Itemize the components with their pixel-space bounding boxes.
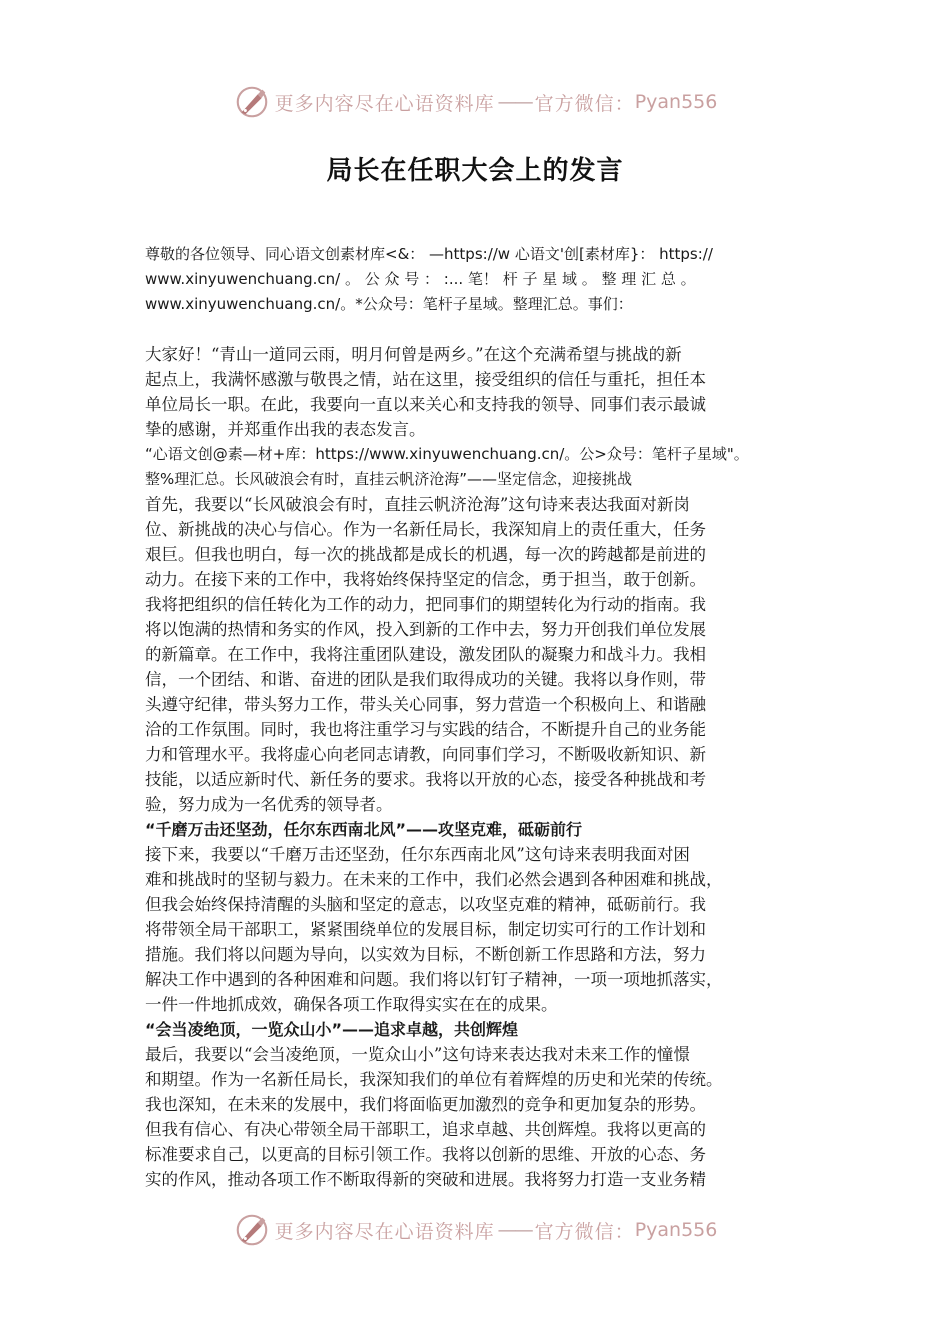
banner-label: 官方微信：: [534, 92, 635, 115]
pen-nib-logo-icon: [233, 83, 271, 121]
text-line: 最后，我要以“会当凌绝顶，一览众山小”这句诗来表达我对未来工作的憧憬: [145, 1045, 690, 1064]
text-line: 难和挑战时的坚韧与毅力。在未来的工作中，我们必然会遇到各种困难和挑战，: [145, 870, 723, 889]
text-line: 标准要求自己，以更高的目标引领工作。我将以创新的思维、开放的心态、务: [145, 1145, 706, 1164]
banner-label: 官方微信：: [534, 1220, 635, 1243]
text-line: 挚的感谢，并郑重作出我的表态发言。: [145, 420, 426, 439]
text-line: 头遵守纪律，带头努力工作，带头关心同事，努力营造一个积极向上、和谐融: [145, 695, 706, 714]
text-line: 将带领全局干部职工，紧紧围绕单位的发展目标，制定切实可行的工作计划和: [145, 920, 706, 939]
text-line: 解决工作中遇到的各种困难和问题。我们将以钉钉子精神，一项一项地抓落实，: [145, 970, 723, 989]
text-line: 洽的工作氛围。同时，我也将注重学习与实践的结合，不断提升自己的业务能: [145, 720, 706, 739]
text-line: 我也深知，在未来的发展中，我们将面临更加激烈的竞争和更加复杂的形势。: [145, 1095, 706, 1114]
text-line: www.xinyuwenchuang.cn/ 。 公 众 号 ： :... 笔！ 杆 子 星 域 。 整 理 汇 总 。: [145, 270, 696, 288]
text-line: 措施。我们将以问题为导向，以实效为目标，不断创新工作思路和方法，努力: [145, 945, 706, 964]
blank-line: [145, 317, 813, 342]
text-line: 信，一个团结、和谐、奋进的团队是我们取得成功的关键。我将以身作则，带: [145, 670, 706, 689]
section-heading: “会当凌绝顶，一览众山小”——追求卓越，共创辉煌: [145, 1020, 519, 1039]
text-line: 首先，我要以“长风破浪会有时，直挂云帆济沧海”这句诗来表达我面对新岗: [145, 495, 690, 514]
text-line: 实的作风，推动各项工作不断取得新的突破和进展。我将努力打造一支业务精: [145, 1170, 706, 1189]
pen-nib-logo-icon: [233, 1211, 271, 1249]
text-line: www.xinyuwenchuang.cn/。*公众号：笔杆子星域。整理汇总。事们：: [145, 295, 633, 313]
text-line: 整%理汇总。长风破浪会有时，直挂云帆济沧海”——坚定信念，迎接挑战: [145, 470, 633, 488]
text-line: 但我有信心、有决心带领全局干部职工，追求卓越、共创辉煌。我将以更高的: [145, 1120, 706, 1139]
text-line: 我将把组织的信任转化为工作的动力，把同事们的期望转化为行动的指南。我: [145, 595, 706, 614]
banner-wechat-id: Pyan556: [634, 91, 718, 113]
banner-text: 更多内容尽在心语资料库: [274, 1220, 495, 1243]
text-line: 技能，以适应新时代、新任务的要求。我将以开放的心态，接受各种挑战和考: [145, 770, 706, 789]
text-line: 和期望。作为一名新任局长，我深知我们的单位有着辉煌的历史和光荣的传统。: [145, 1070, 723, 1089]
text-line: 大家好！“青山一道同云雨，明月何曾是两乡。”在这个充满希望与挑战的新: [145, 345, 682, 364]
section-heading: “千磨万击还坚劲，任尔东西南北风”——攻坚克难，砥砺前行: [145, 820, 583, 839]
text-line: 的新篇章。在工作中，我将注重团队建设，激发团队的凝聚力和战斗力。我相: [145, 645, 706, 664]
header-banner: [0, 80, 950, 124]
text-line: 力和管理水平。我将虚心向老同志请教，向同事们学习，不断吸收新知识、新: [145, 745, 706, 764]
text-line: 接下来，我要以“千磨万击还坚劲，任尔东西南北风”这句诗来表明我面对困: [145, 845, 690, 864]
text-line: 尊敬的各位领导、同心语文创素材库<&： —https://w 心语文'创[素材库}： https://: [145, 245, 713, 263]
banner-wechat-id: Pyan556: [634, 1219, 718, 1241]
text-line: “心语文创@素—材+库：https://www.xinyuwenchuang.cn/。公>众号：笔杆子星域"。: [145, 445, 749, 463]
text-line: 位、新挑战的决心与信心。作为一名新任局长，我深知肩上的责任重大，任务: [145, 520, 706, 539]
text-line: 将以饱满的热情和务实的作风，投入到新的工作中去，努力开创我们单位发展: [145, 620, 706, 639]
footer-banner: [0, 1208, 950, 1252]
document-body: [145, 242, 813, 1192]
banner-separator: ——: [497, 91, 532, 113]
text-line: 单位局长一职。在此，我要向一直以来关心和支持我的领导、同事们表示最诚: [145, 395, 706, 414]
text-line: 验，努力成为一名优秀的领导者。: [145, 795, 393, 814]
banner-text: 更多内容尽在心语资料库: [274, 92, 495, 115]
text-line: 起点上，我满怀感激与敬畏之情，站在这里，接受组织的信任与重托，担任本: [145, 370, 706, 389]
text-line: 动力。在接下来的工作中，我将始终保持坚定的信念，勇于担当，敢于创新。: [145, 570, 706, 589]
text-line: 艰巨。但我也明白，每一次的挑战都是成长的机遇，每一次的跨越都是前进的: [145, 545, 706, 564]
document-title: 局长在任职大会上的发言: [326, 156, 624, 186]
text-line: 但我会始终保持清醒的头脑和坚定的意志，以攻坚克难的精神，砥砺前行。我: [145, 895, 706, 914]
banner-separator: ——: [497, 1219, 532, 1241]
text-line: 一件一件地抓成效，确保各项工作取得实实在在的成果。: [145, 995, 558, 1014]
